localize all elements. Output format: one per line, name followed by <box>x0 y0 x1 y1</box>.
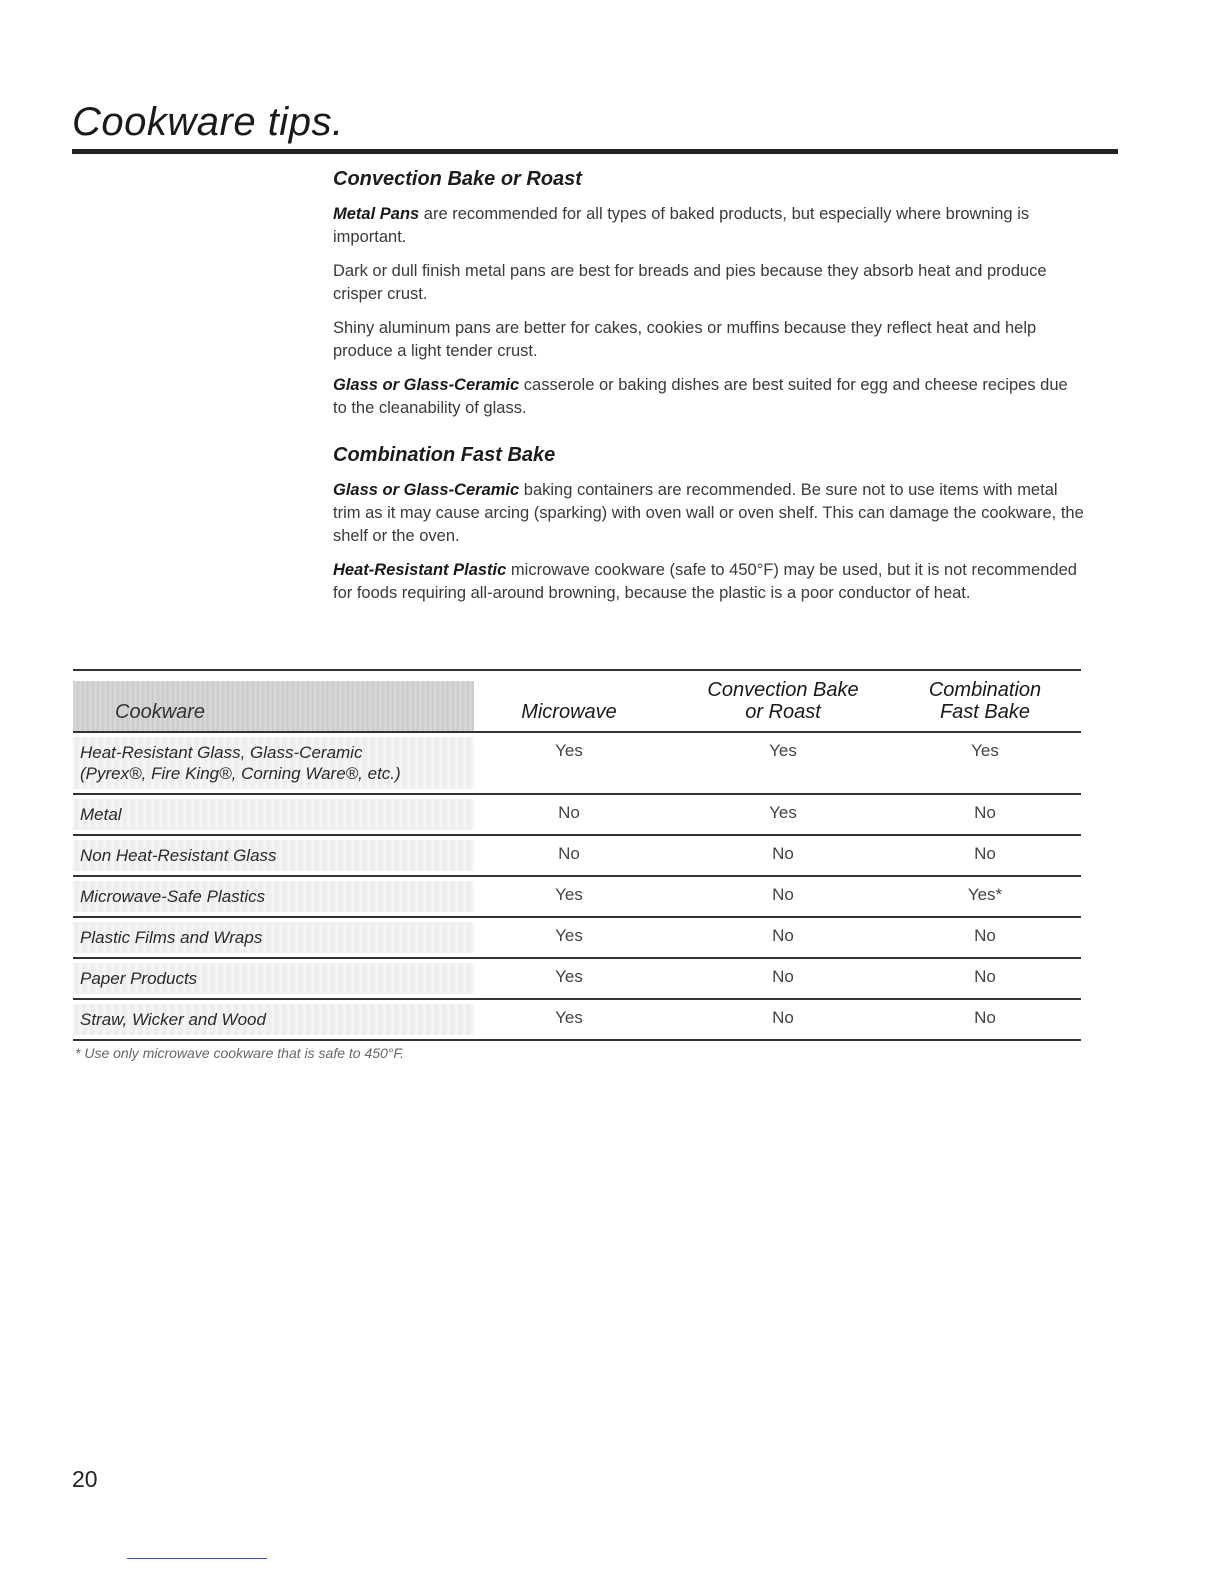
title-rule <box>72 149 1118 154</box>
dark-pans-paragraph: Dark or dull finish metal pans are best for breads and pies because they absorb heat and produce crisper crust. <box>333 262 1047 303</box>
table-row <box>73 998 1081 1039</box>
row-convection-value: No <box>772 844 794 863</box>
row-microwave-value: Yes <box>555 885 583 904</box>
row-convection-value: No <box>772 1008 794 1027</box>
glass-convection-term: Glass or Glass-Ceramic <box>333 376 520 394</box>
footer-rule <box>127 1558 267 1559</box>
row-convection-value: Yes <box>769 803 797 822</box>
row-cookware-name: Straw, Wicker and Wood <box>80 1010 266 1029</box>
convection-heading: Convection Bake or Roast <box>333 168 582 190</box>
table-bottom-rule <box>73 1039 1081 1041</box>
tips-content <box>333 168 1085 616</box>
row-microwave-value: No <box>558 844 580 863</box>
glass-combination-term: Glass or Glass-Ceramic <box>333 481 520 499</box>
row-convection-value: Yes <box>769 741 797 760</box>
table-row <box>73 731 1081 793</box>
row-microwave-value: Yes <box>555 1008 583 1027</box>
row-combination-value: No <box>974 844 996 863</box>
shiny-pans-paragraph: Shiny aluminum pans are better for cakes, cookies or muffins because they reflect heat and help produce a light tender crust. <box>333 319 1037 360</box>
table-header <box>73 671 1081 731</box>
table-footnote: * Use only microwave cookware that is safe to 450°F. <box>75 1045 405 1061</box>
header-combination-line1: Combination <box>928 679 1042 701</box>
plastic-term: Heat-Resistant Plastic <box>333 561 507 579</box>
row-combination-value: No <box>974 926 996 945</box>
header-convection <box>683 679 883 723</box>
metal-pans-paragraph <box>333 203 1085 249</box>
row-microwave-value: Yes <box>555 926 583 945</box>
row-combination-value: No <box>974 803 996 822</box>
header-convection-line2: or Roast <box>745 701 821 723</box>
row-name-line2: (Pyrex®, Fire King®, Corning Ware®, etc.) <box>80 764 401 783</box>
header-microwave: Microwave <box>521 701 617 723</box>
row-cookware-name: Non Heat-Resistant Glass <box>80 846 277 865</box>
row-combination-value: Yes* <box>967 885 1003 904</box>
row-cookware-name: Paper Products <box>80 969 198 988</box>
header-cookware: Cookware <box>115 701 206 723</box>
row-convection-value: No <box>772 967 794 986</box>
header-combination <box>885 679 1085 723</box>
glass-combination-paragraph <box>333 479 1085 548</box>
glass-convection-paragraph <box>333 374 1085 420</box>
row-convection-value: No <box>772 926 794 945</box>
row-cookware-name: Microwave-Safe Plastics <box>80 887 266 906</box>
glass-combination-text: baking containers are recommended. Be sure not to use items with metal trim as it may cause arcing (sparking) with oven wall or oven shelf. This can damage the cookware, the shelf or the oven. <box>333 481 1084 545</box>
row-combination-value: No <box>974 1008 996 1027</box>
row-combination-value: No <box>974 967 996 986</box>
row-microwave-value: No <box>558 803 580 822</box>
header-combination-line2: Fast Bake <box>939 701 1031 723</box>
table-row <box>73 957 1081 998</box>
row-cookware-name: Plastic Films and Wraps <box>80 928 263 947</box>
table-row <box>73 793 1081 834</box>
row-microwave-value: Yes <box>555 741 583 760</box>
cookware-table <box>73 669 1081 1041</box>
row-combination-value: Yes <box>971 741 999 760</box>
metal-pans-term: Metal Pans <box>333 205 420 223</box>
table-row <box>73 834 1081 875</box>
row-convection-value: No <box>772 885 794 904</box>
table-row <box>73 916 1081 957</box>
table-row <box>73 875 1081 916</box>
glass-convection-text: casserole or baking dishes are best suited for egg and cheese recipes due to the cleanability of glass. <box>333 376 1068 417</box>
row-cookware-name: Metal <box>80 805 122 824</box>
row-microwave-value: Yes <box>555 967 583 986</box>
page-number: 20 <box>72 1466 98 1492</box>
combination-heading: Combination Fast Bake <box>333 444 556 466</box>
metal-pans-text: are recommended for all types of baked products, but especially where browning is important. <box>333 205 1030 246</box>
plastic-text: microwave cookware (safe to 450°F) may be used, but it is not recommended for foods requiring all-around browning, because the plastic is a poor conductor of heat. <box>333 561 1077 602</box>
page-title: Cookware tips. <box>72 100 344 144</box>
plastic-paragraph <box>333 559 1085 605</box>
row-name-line1: Heat-Resistant Glass, Glass-Ceramic <box>80 743 363 762</box>
header-convection-line1: Convection Bake <box>707 679 859 701</box>
